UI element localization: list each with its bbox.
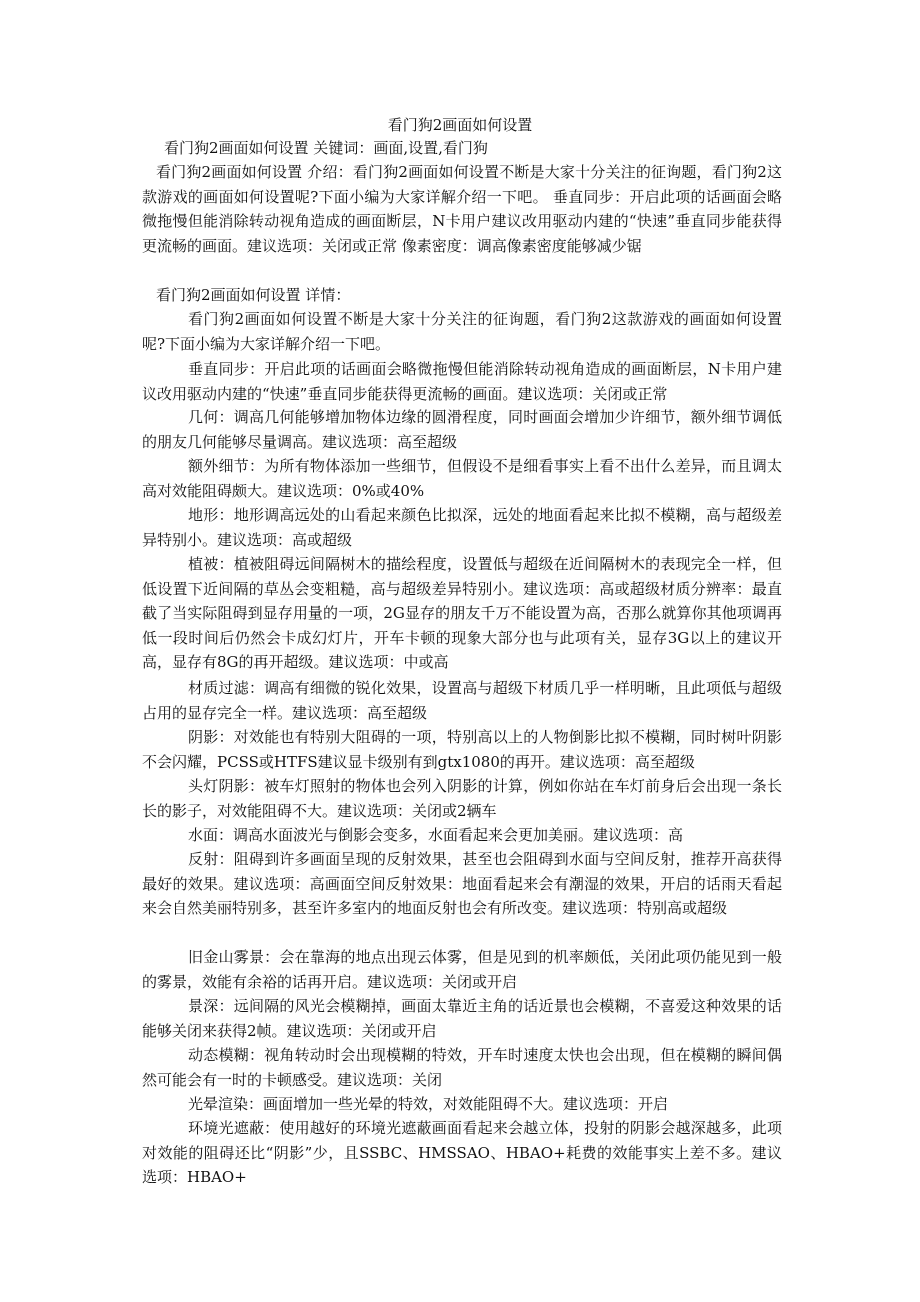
paragraph-extra-detail: 额外细节：为所有物体添加一些细节，但假设不是细看事实上看不出什么差异，而且调太高对效能阻碍颇大。建议选项：0%或40%: [142, 457, 782, 500]
paragraph-reflection: 反射：阻碍到许多画面呈现的反射效果，甚至也会阻碍到水面与空间反射，推荐开高获得最好的效果。建议选项：高画面空间反射效果：地面看起来会有潮湿的效果，开启的话雨天看起来会自然美丽特别多，甚至许多室内的地面反射也会有所改变。建议选项：特别高或超级: [142, 850, 782, 918]
paragraph-vsync: 垂直同步：开启此项的话画面会略微拖慢但能消除转动视角造成的画面断层，N卡用户建议改用驱动内建的“快速”垂直同步能获得更流畅的画面。建议选项：关闭或正常: [142, 360, 782, 403]
paragraph-shadow: 阴影：对效能也有特别大阻碍的一项，特别高以上的人物倒影比拟不模糊，同时树叶阴影不会闪耀，PCSS或HTFS建议显卡级别有到gtx1080的再开。建议选项：高至超级: [142, 728, 782, 771]
details-label: 看门狗2画面如何设置 详情：: [156, 286, 351, 304]
paragraph-texture-filter: 材质过滤：调高有细微的锐化效果，设置高与超级下材质几乎一样明晰，且此项低与超级占用的显存完全一样。建议选项：高至超级: [142, 679, 782, 722]
paragraph-water: 水面：调高水面波光与倒影会变多，水面看起来会更加美丽。建议选项：高: [188, 826, 684, 844]
paragraph-depth-of-field: 景深：远间隔的风光会模糊掉，画面太靠近主角的话近景也会模糊，不喜爱这种效果的话能够关闭来获得2帧。建议选项：关闭或开启: [142, 997, 782, 1040]
paragraph-headlight-shadow: 头灯阴影：被车灯照射的物体也会列入阴影的计算，例如你站在车灯前身后会出现一条长长的影子，对效能阻碍不大。建议选项：关闭或2辆车: [142, 777, 782, 820]
paragraph-motion-blur: 动态模糊：视角转动时会出现模糊的特效，开车时速度太快也会出现，但在模糊的瞬间偶然可能会有一时的卡顿感受。建议选项：关闭: [142, 1046, 782, 1089]
paragraph-terrain: 地形：地形调高远处的山看起来颜色比拟深，远处的地面看起来比拟不模糊，高与超级差异特别小。建议选项：高或超级: [142, 506, 782, 549]
paragraph-vegetation-texture: 植被：植被阻碍远间隔树木的描绘程度，设置低与超级在近间隔树木的表现完全一样，但低设置下近间隔的草丛会变粗糙，高与超级差异特别小。建议选项：高或超级材质分辨率：最直截了当实际阻碍到显存用量的一项，2G显存的朋友千万不能设置为高，否那么就算你其他项调再低一段时间后仍然会卡成幻灯片，开车卡顿的现象大部分也与此项有关，显存3G以上的建议开高，显存有8G的再开超级。建议选项：中或高: [142, 555, 782, 672]
document-title: 看门狗2画面如何设置: [387, 116, 533, 134]
paragraph-geometry: 几何：调高几何能够增加物体边缘的圆滑程度，同时画面会增加少许细节，额外细节调低的朋友几何能够尽量调高。建议选项：高至超级: [142, 408, 782, 451]
keywords-line: 看门狗2画面如何设置 关键词：画面,设置,看门狗: [164, 139, 488, 157]
intro-paragraph: 看门狗2画面如何设置 介绍：看门狗2画面如何设置不断是大家十分关注的征询题，看门狗2这款游戏的画面如何设置呢?下面小编为大家详解介绍一下吧。 垂直同步：开启此项的话画面会略微拖慢但能消除转动视角造成的画面断层，N卡用户建议改用驱动内建的“快速”垂直同步能获得更流畅的画面。建议选项：关闭或正常 像素密度：调高像素密度能够减少锯: [142, 163, 782, 255]
paragraph-overview: 看门狗2画面如何设置不断是大家十分关注的征询题，看门狗2这款游戏的画面如何设置呢?下面小编为大家详解介绍一下吧。: [142, 310, 782, 353]
paragraph-bloom: 光晕渲染：画面增加一些光晕的特效，对效能阻碍不大。建议选项：开启: [188, 1095, 669, 1113]
paragraph-ambient-occlusion: 环境光遮蔽：使用越好的环境光遮蔽画面看起来会越立体，投射的阴影会越深越多，此项对效能的阻碍还比“阴影”少，且SSBC、HMSSAO、HBAO+耗费的效能事实上差不多。建议选项：HBAO+: [142, 1119, 782, 1187]
paragraph-fog: 旧金山雾景：会在靠海的地点出现云体雾，但是见到的机率颇低，关闭此项仍能见到一般的雾景，效能有余裕的话再开启。建议选项：关闭或开启: [142, 948, 782, 991]
